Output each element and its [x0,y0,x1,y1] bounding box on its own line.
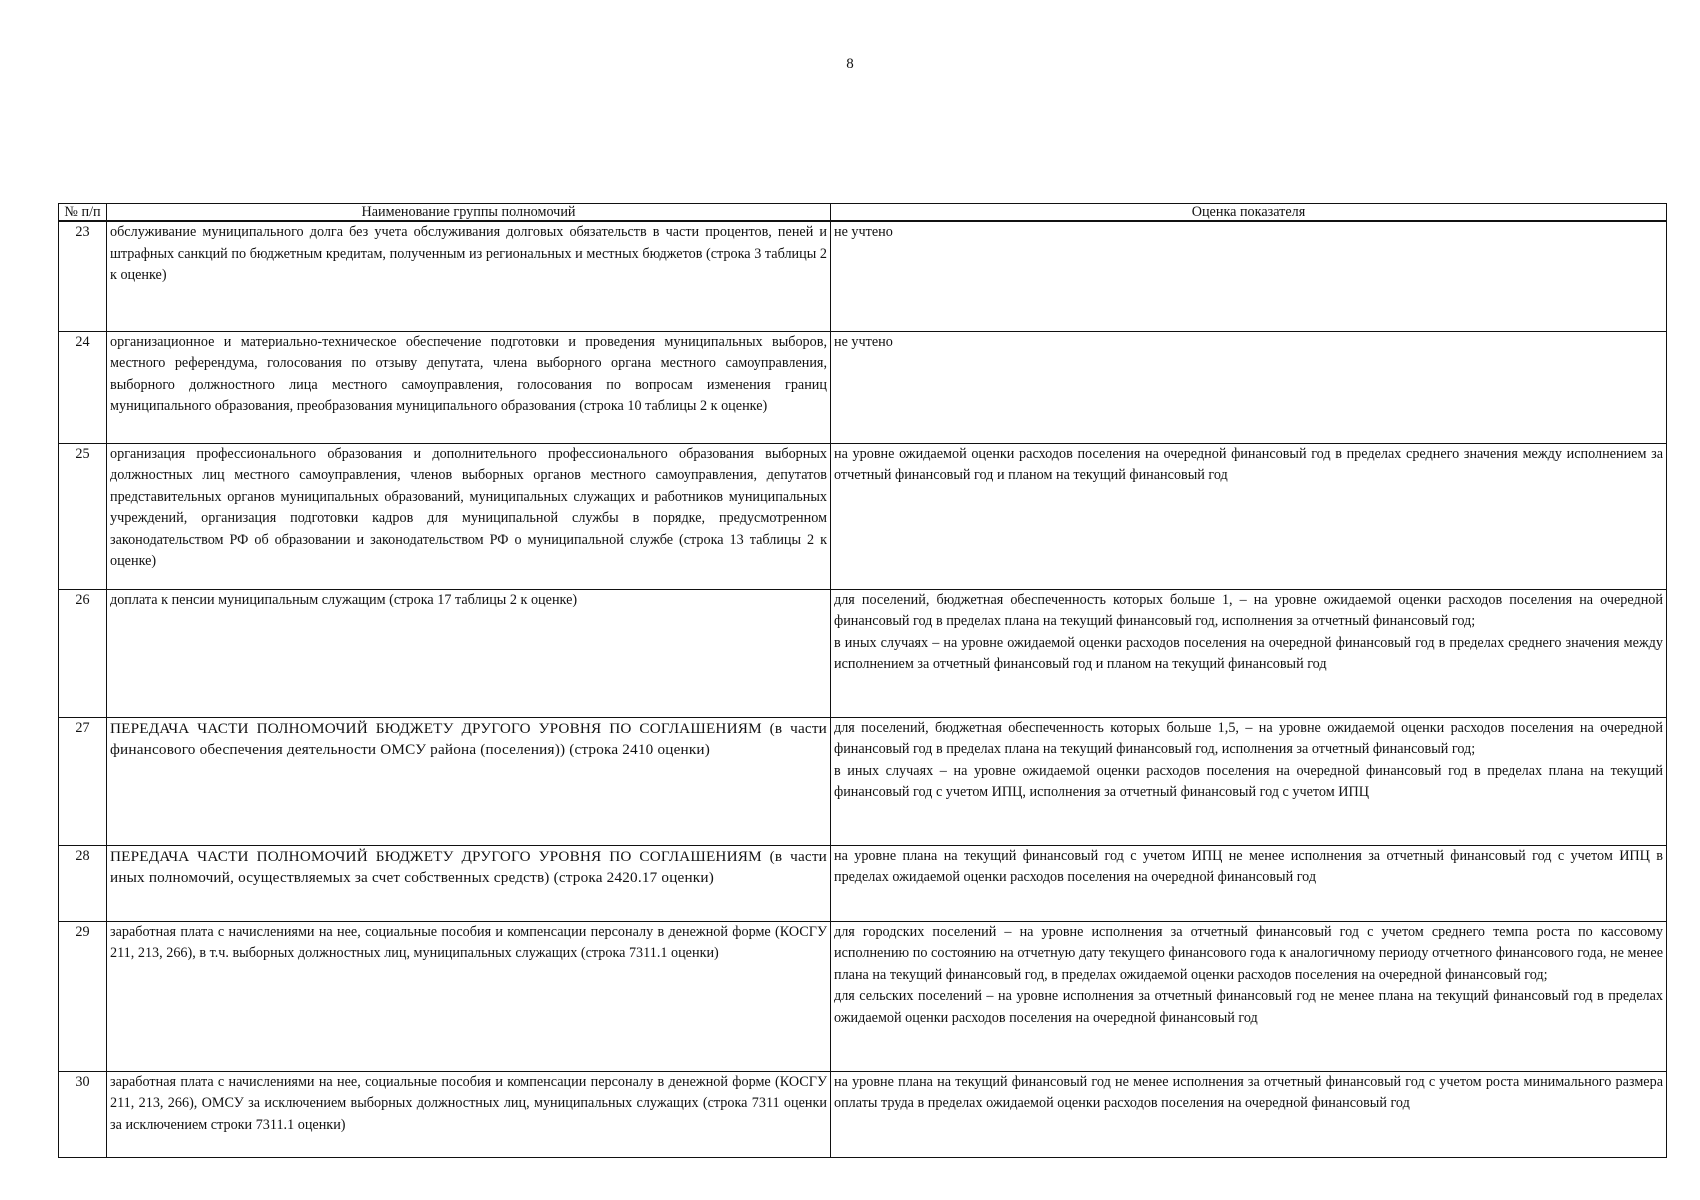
assessment-case-1: для поселений, бюджетная обеспеченность которых больше 1, – на уровне ожидаемой оценки расходов поселения на очередной финансовый год в пределах плана на текущий финансовый год, исполнения за отчетный финансовый год; [834,591,1663,629]
row-assessment [831,921,1667,1071]
assessment-case-2: в иных случаях – на уровне ожидаемой оценки расходов поселения на очередной финансовый год в пределах среднего значения между исполнением за отчетный финансовый год и планом на текущий финансовый год [834,634,1663,672]
row-power-name: организация профессионального образования и дополнительного профессионального образования выборных должностных лиц местного самоуправления, членов выборных органов местного самоуправления, депутатов представительных органов муниципальных образований, муниципальных служащих и работников муниципальных учреждений, организация подготовки кадров для муниципальной службы в порядке, предусмотренном законодательством РФ об образовании и законодательством РФ о муниципальной службе (строка 13 таблицы 2 к оценке) [107,443,831,589]
row-number: 26 [59,589,107,717]
table-container [58,203,1666,1158]
page-number: 8 [846,56,854,72]
row-power-name: обслуживание муниципального долга без учета обслуживания долговых обязательств в части процентов, пеней и штрафных санкций по бюджетным кредитам, полученным из региональных и местных бюджетов (строка 3 таблицы 2 к оценке) [107,221,831,331]
header-name: Наименование группы полномочий [107,204,831,222]
row-power-name: ПЕРЕДАЧА ЧАСТИ ПОЛНОМОЧИЙ БЮДЖЕТУ ДРУГОГО УРОВНЯ ПО СОГЛАШЕНИЯМ (в части иных полномочий, осуществляемых за счет собственных средств) (строка 2420.17 оценки) [107,845,831,921]
header-eval: Оценка показателя [831,204,1667,222]
assessment-case-1: для городских поселений – на уровне исполнения за отчетный финансовый год с учетом среднего темпа роста по кассовому исполнению по состоянию на отчетную дату текущего финансового года к аналогичному периоду отчетного финансового года, не менее плана на текущий финансовый год, в пределах ожидаемой оценки расходов поселения на очередной финансовый год; [834,923,1663,983]
table-row [59,717,1667,845]
row-power-name: ПЕРЕДАЧА ЧАСТИ ПОЛНОМОЧИЙ БЮДЖЕТУ ДРУГОГО УРОВНЯ ПО СОГЛАШЕНИЯМ (в части финансового обеспечения деятельности ОМСУ района (поселения)) (строка 2410 оценки) [107,717,831,845]
table-row [59,331,1667,443]
row-number: 29 [59,921,107,1071]
powers-assessment-table [58,203,1667,1158]
assessment-case-1: для поселений, бюджетная обеспеченность которых больше 1,5, – на уровне ожидаемой оценки расходов поселения на очередной финансовый год в пределах плана на текущий финансовый год, исполнения за отчетный финансовый год; [834,719,1663,757]
row-assessment: на уровне ожидаемой оценки расходов поселения на очередной финансовый год в пределах среднего значения между исполнением за отчетный финансовый год и планом на текущий финансовый год [831,443,1667,589]
header-num: № п/п [59,204,107,222]
table-row [59,845,1667,921]
table-row [59,589,1667,717]
row-assessment: не учтено [831,221,1667,331]
assessment-case-2: в иных случаях – на уровне ожидаемой оценки расходов поселения на очередной финансовый год в пределах плана на текущий финансовый год с учетом ИПЦ, исполнения за отчетный финансовый год с учетом ИПЦ [834,762,1663,800]
row-number: 23 [59,221,107,331]
row-assessment: не учтено [831,331,1667,443]
row-power-name: организационное и материально-техническое обеспечение подготовки и проведения муниципальных выборов, местного референдума, голосования по отзыву депутата, члена выборного органа местного самоуправления, выборного должностного лица местного самоуправления, голосования по вопросам изменения границ муниципального образования, преобразования муниципального образования (строка 10 таблицы 2 к оценке) [107,331,831,443]
assessment-case-2: для сельских поселений – на уровне исполнения за отчетный финансовый год не менее плана на текущий финансовый год в пределах ожидаемой оценки расходов поселения на очередной финансовый год [834,988,1663,1026]
row-assessment: на уровне плана на текущий финансовый год с учетом ИПЦ не менее исполнения за отчетный финансовый год с учетом ИПЦ в пределах ожидаемой оценки расходов поселения на очередной финансовый год [831,845,1667,921]
table-row [59,1071,1667,1157]
table-row [59,221,1667,331]
row-number: 28 [59,845,107,921]
row-assessment: на уровне плана на текущий финансовый год не менее исполнения за отчетный финансовый год с учетом роста минимального размера оплаты труда в пределах ожидаемой оценки расходов поселения на очередной финансовый год [831,1071,1667,1157]
row-power-name: заработная плата с начислениями на нее, социальные пособия и компенсации персоналу в денежной форме (КОСГУ 211, 213, 266), ОМСУ за исключением выборных должностных лиц, муниципальных служащих (строка 7311 оценки за исключением строки 7311.1 оценки) [107,1071,831,1157]
row-assessment [831,717,1667,845]
row-number: 24 [59,331,107,443]
row-number: 30 [59,1071,107,1157]
table-row [59,921,1667,1071]
row-assessment [831,589,1667,717]
row-power-name: доплата к пенсии муниципальным служащим (строка 17 таблицы 2 к оценке) [107,589,831,717]
table-header-row [59,204,1667,222]
row-number: 25 [59,443,107,589]
row-number: 27 [59,717,107,845]
row-power-name: заработная плата с начислениями на нее, социальные пособия и компенсации персоналу в денежной форме (КОСГУ 211, 213, 266), в т.ч. выборных должностных лиц, муниципальных служащих (строка 7311.1 оценки) [107,921,831,1071]
table-row [59,443,1667,589]
